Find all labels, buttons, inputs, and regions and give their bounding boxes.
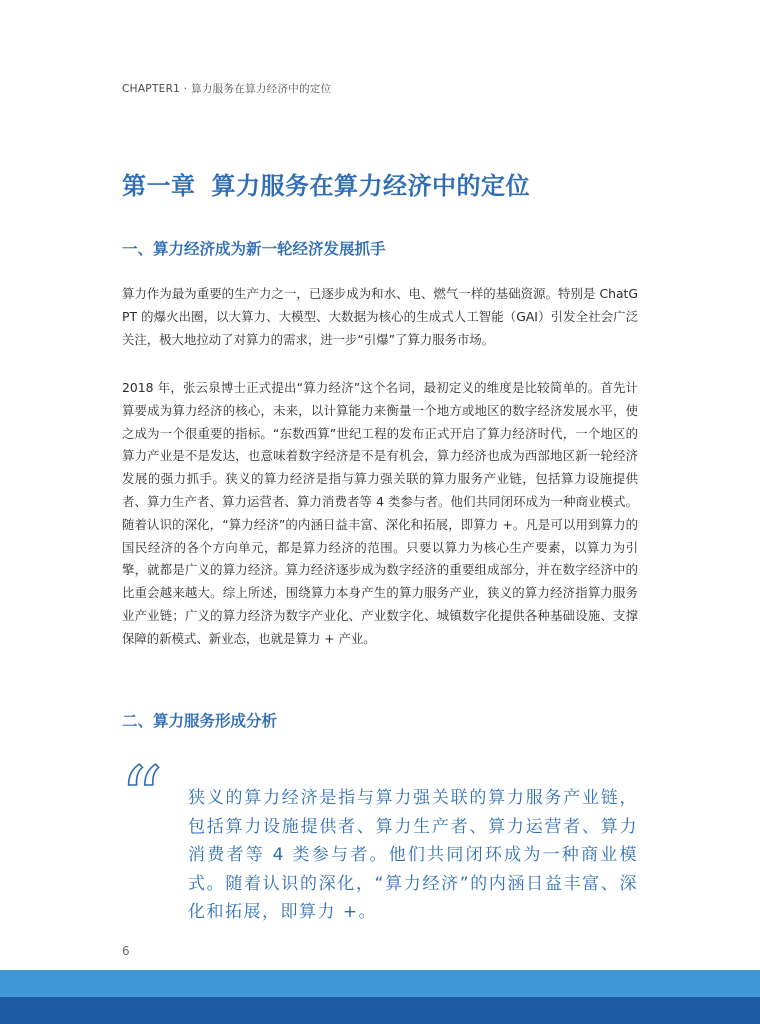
chapter-title-text: 算力服务在算力经济中的定位 — [211, 172, 530, 200]
chapter-title — [122, 166, 530, 201]
quote-mark-icon: “ — [120, 749, 163, 847]
page-number: 6 — [122, 944, 130, 958]
section-heading-1: 一、算力经济成为新一轮经济发展抓手 — [122, 240, 386, 258]
section-heading-2: 二、算力服务形成分析 — [122, 712, 278, 730]
footer-band-light — [0, 970, 760, 997]
paragraph-2: 2018 年，张云泉博士正式提出“算力经济”这个名词，最初定义的维度是比较简单的。首先计算要成为算力经济的核心，未来，以计算能力来衡量一个地方或地区的数字经济发展水平，使之成为一个很重要的指标。“东数西算”世纪工程的发布正式开启了算力经济时代，一个地区的算力产业是不是发达，也意味着数字经济是不是有机会，算力经济也成为西部地区新一轮经济发展的强力抓手。狭义的算力经济是指与算力强关联的算力服务产业链，包括算力设施提供者、算力生产者、算力运营者、算力消费者等 4 类参与者。他们共同闭环成为一种商业模式。随着认识的深化，“算力经济”的内涵日益丰富、深化和拓展，即算力 +。凡是可以用到算力的国民经济的各个方向单元，都是算力经济的范围。只要以算力为核心生产要素，以算力为引擎，就都是广义的算力经济。算力经济逐步成为数字经济的重要组成部分，并在数字经济中的比重会越来越大。综上所述，围绕算力本身产生的算力服务产业，狭义的算力经济指算力服务业产业链；广义的算力经济为数字产业化、产业数字化、城镇数字化提供各种基础设施、支撑保障的新模式、新业态，也就是算力 + 产业。 — [122, 380, 638, 646]
footer-band-dark — [0, 997, 760, 1024]
pull-quote: 狭义的算力经济是指与算力强关联的算力服务产业链，包括算力设施提供者、算力生产者、算力运营者、算力消费者等 4 类参与者。他们共同闭环成为一种商业模式。随着认识的深化，“算力经济”的内涵日益丰富、深化和拓展，即算力 +。 — [188, 788, 638, 922]
running-head: CHAPTER1 · 算力服务在算力经济中的定位 — [122, 83, 332, 95]
paragraph-1: 算力作为最为重要的生产力之一，已逐步成为和水、电、燃气一样的基础资源。特别是 ChatGPT 的爆火出圈，以大算力、大模型、大数据为核心的生成式人工智能（GAI）引发全社会广泛关注，极大地拉动了对算力的需求，进一步“引爆”了算力服务市场。 — [122, 286, 638, 347]
chapter-number: 第一章 — [122, 172, 196, 200]
